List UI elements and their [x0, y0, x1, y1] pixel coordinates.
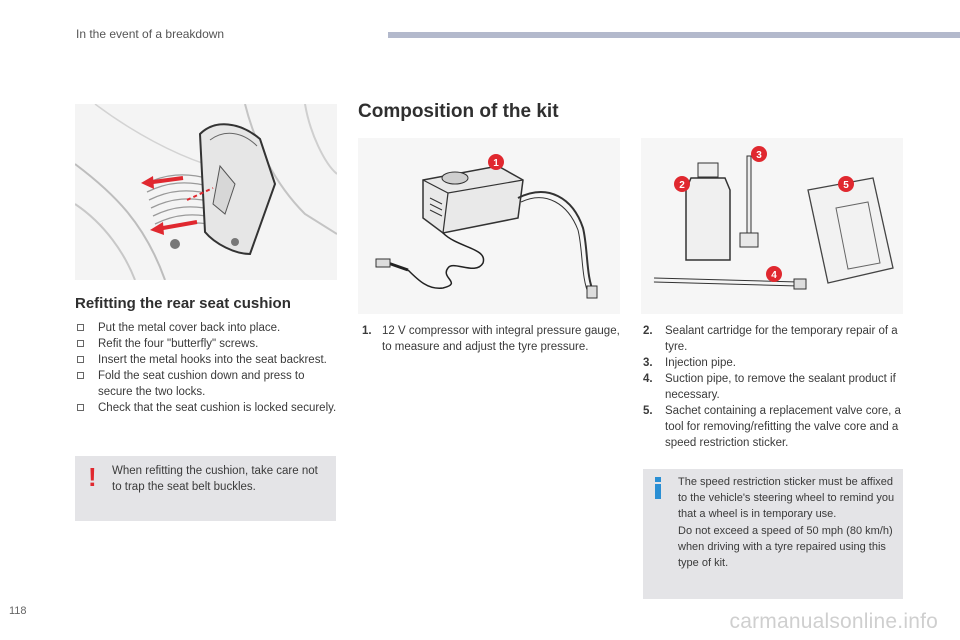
- warning-box: [75, 456, 336, 521]
- list-item: Refit the four "butterfly" screws.: [75, 336, 337, 352]
- checkbox-icon: [77, 356, 84, 363]
- kit-item-4: 4. Suction pipe, to remove the sealant product if necessary.: [643, 373, 896, 401]
- kit-illustration: [358, 138, 903, 314]
- checkbox-icon: [77, 372, 84, 379]
- page-header-title: In the event of a breakdown: [76, 27, 225, 41]
- callout-1: [488, 154, 504, 170]
- callout-2: [674, 176, 690, 192]
- kit-item-5: 5. Sachet containing a replacement valve core, a tool for removing/refitting the valve core and a speed restriction sticker.: [643, 405, 901, 449]
- callout-3: [751, 146, 767, 162]
- svg-text:2: 2: [679, 180, 685, 191]
- seat-cushion-illustration: [75, 104, 337, 280]
- list-item: Fold the seat cushion down and press to secure the two locks.: [75, 368, 337, 400]
- section-title-composition: Composition of the kit: [358, 101, 559, 122]
- info-box: [643, 469, 903, 599]
- info-text: The speed restriction sticker must be affixed to the vehicle's steering wheel to remind you that a wheel is in temporary use. Do not exceed a speed of 50 mph (80 km/h) when driving with a tyre repaired using this type of kit.: [678, 476, 895, 570]
- section-title-refitting: Refitting the rear seat cushion: [75, 295, 291, 312]
- checkbox-icon: [77, 340, 84, 347]
- header-bar: [388, 32, 960, 38]
- list-item: Put the metal cover back into place.: [75, 320, 337, 336]
- svg-text:4: 4: [771, 270, 777, 281]
- kit-item-1: 1. 12 V compressor with integral pressure gauge, to measure and adjust the tyre pressure.: [362, 325, 620, 353]
- svg-text:5: 5: [843, 180, 849, 191]
- kit-item-3: 3. Injection pipe.: [643, 357, 736, 369]
- refitting-steps-list: [75, 320, 337, 416]
- exclamation-icon: !: [88, 462, 97, 492]
- info-icon: [652, 477, 664, 499]
- list-item: Check that the seat cushion is locked securely.: [75, 400, 337, 416]
- page-number: 118: [9, 605, 27, 617]
- callout-5: [838, 176, 854, 192]
- kit-item-2: 2. Sealant cartridge for the temporary repair of a tyre.: [643, 325, 898, 353]
- watermark: carmanualsonline.info: [729, 610, 938, 633]
- checkbox-icon: [77, 404, 84, 411]
- warning-text: When refitting the cushion, take care not to trap the seat belt buckles.: [112, 465, 318, 493]
- sealant-cartridge-drawing: [686, 163, 730, 260]
- callout-4: [766, 266, 782, 282]
- checkbox-icon: [77, 324, 84, 331]
- kit-items-list: [643, 323, 905, 451]
- svg-text:1: 1: [493, 158, 499, 169]
- list-item: Insert the metal hooks into the seat backrest.: [75, 352, 337, 368]
- svg-text:3: 3: [756, 150, 762, 161]
